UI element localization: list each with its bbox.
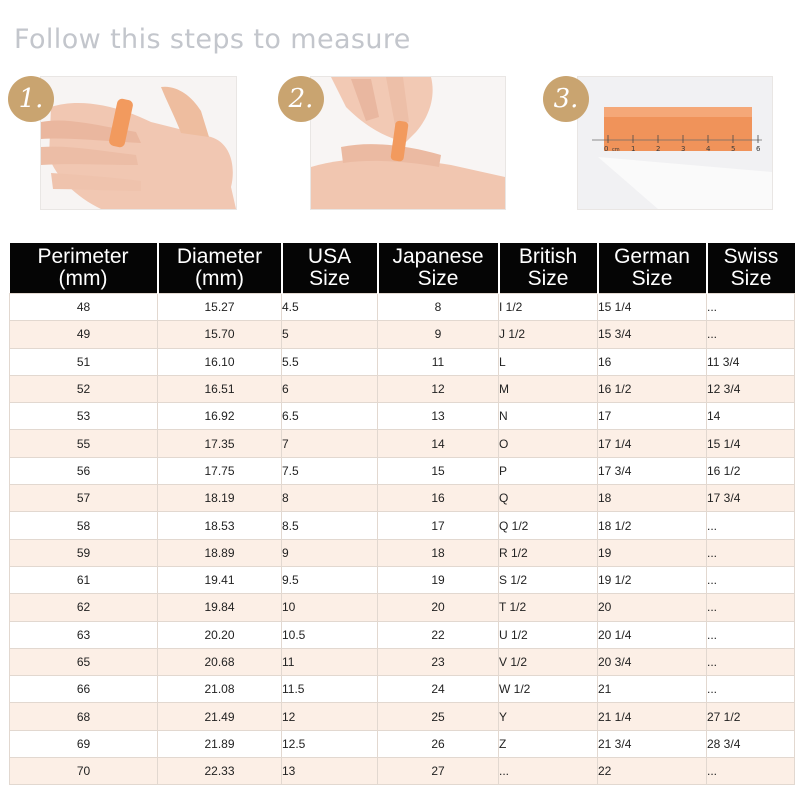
cell-perimeter: 65 [10,648,158,675]
cell-usa-size: 6.5 [282,403,378,430]
cell-perimeter: 53 [10,403,158,430]
cell-german-size: 21 1/4 [598,703,707,730]
cell-diameter: 21.08 [158,676,282,703]
ruler-label: 3 [681,145,686,153]
cell-british-size: ... [499,758,598,785]
cell-swiss-size: 14 [707,403,795,430]
cell-german-size: 19 1/2 [598,566,707,593]
cell-british-size: U 1/2 [499,621,598,648]
step-2-photo-frame [310,76,506,210]
step-3-photo-frame [577,76,773,210]
cell-swiss-size: 28 3/4 [707,730,795,757]
table-row [10,730,795,757]
cell-diameter: 16.92 [158,403,282,430]
cell-japanese-size: 27 [378,758,499,785]
column-header-usa-size: USA Size [282,243,378,294]
cell-usa-size: 10.5 [282,621,378,648]
cell-perimeter: 51 [10,348,158,375]
cell-diameter: 19.41 [158,566,282,593]
table-row [10,321,795,348]
table-header-row [10,243,795,294]
cell-german-size: 16 [598,348,707,375]
cell-swiss-size: ... [707,648,795,675]
cell-diameter: 16.10 [158,348,282,375]
cell-diameter: 15.70 [158,321,282,348]
table-row [10,457,795,484]
table-row [10,703,795,730]
table-row [10,594,795,621]
cell-german-size: 15 3/4 [598,321,707,348]
cell-perimeter: 57 [10,485,158,512]
cell-diameter: 22.33 [158,758,282,785]
cell-british-size: Q [499,485,598,512]
cell-swiss-size: 12 3/4 [707,375,795,402]
cell-diameter: 18.89 [158,539,282,566]
column-header-swiss-size: Swiss Size [707,243,795,294]
cell-japanese-size: 17 [378,512,499,539]
cell-usa-size: 11.5 [282,676,378,703]
ruler-label: 6 [756,145,761,153]
cell-japanese-size: 16 [378,485,499,512]
table-row [10,430,795,457]
table-row [10,294,795,321]
ruler-label: 1 [631,145,636,153]
strip-on-ruler-image [578,77,772,209]
cell-perimeter: 58 [10,512,158,539]
cell-diameter: 21.89 [158,730,282,757]
cell-usa-size: 8.5 [282,512,378,539]
cell-usa-size: 8 [282,485,378,512]
cell-swiss-size: 17 3/4 [707,485,795,512]
cell-diameter: 18.19 [158,485,282,512]
cell-german-size: 15 1/4 [598,294,707,321]
cell-usa-size: 13 [282,758,378,785]
cell-japanese-size: 11 [378,348,499,375]
cell-british-size: R 1/2 [499,539,598,566]
cell-british-size: N [499,403,598,430]
cell-diameter: 16.51 [158,375,282,402]
cell-diameter: 15.27 [158,294,282,321]
cell-swiss-size: 27 1/2 [707,703,795,730]
cell-german-size: 20 1/4 [598,621,707,648]
cell-british-size: Y [499,703,598,730]
cell-japanese-size: 22 [378,621,499,648]
cell-british-size: I 1/2 [499,294,598,321]
ruler-label: 4 [706,145,711,153]
step-1-photo-frame [40,76,237,210]
cell-japanese-size: 26 [378,730,499,757]
cell-japanese-size: 25 [378,703,499,730]
step-3 [543,74,773,210]
cell-british-size: W 1/2 [499,676,598,703]
column-header-diameter: Diameter (mm) [158,243,282,294]
column-header-japanese-size: Japanese Size [378,243,499,294]
cell-perimeter: 56 [10,457,158,484]
cell-german-size: 17 3/4 [598,457,707,484]
table-row [10,375,795,402]
cell-usa-size: 4.5 [282,294,378,321]
step-number-badge: 1. [8,76,54,122]
ruler-label: cm [612,147,620,153]
cell-german-size: 20 [598,594,707,621]
cell-swiss-size: 16 1/2 [707,457,795,484]
cell-usa-size: 7.5 [282,457,378,484]
ring-size-table [9,243,795,785]
ruler-label: 2 [656,145,661,153]
cell-usa-size: 9.5 [282,566,378,593]
cell-perimeter: 48 [10,294,158,321]
cell-usa-size: 12 [282,703,378,730]
table-row [10,648,795,675]
cell-perimeter: 49 [10,321,158,348]
cell-swiss-size: 15 1/4 [707,430,795,457]
cell-usa-size: 5.5 [282,348,378,375]
cell-british-size: M [499,375,598,402]
cell-british-size: T 1/2 [499,594,598,621]
table-row [10,676,795,703]
cell-perimeter: 55 [10,430,158,457]
step-number-badge: 3. [543,76,589,122]
cell-diameter: 20.68 [158,648,282,675]
cell-british-size: L [499,348,598,375]
cell-swiss-size: ... [707,512,795,539]
cell-perimeter: 52 [10,375,158,402]
cell-german-size: 20 3/4 [598,648,707,675]
cell-british-size: Z [499,730,598,757]
cell-usa-size: 9 [282,539,378,566]
cell-british-size: S 1/2 [499,566,598,593]
cell-british-size: P [499,457,598,484]
cell-diameter: 20.20 [158,621,282,648]
cell-japanese-size: 19 [378,566,499,593]
cell-japanese-size: 23 [378,648,499,675]
cell-german-size: 21 3/4 [598,730,707,757]
cell-perimeter: 70 [10,758,158,785]
step-1 [8,74,238,210]
step-number-badge: 2. [278,76,324,122]
cell-german-size: 17 1/4 [598,430,707,457]
cell-perimeter: 68 [10,703,158,730]
cell-swiss-size: ... [707,539,795,566]
cell-swiss-size: ... [707,566,795,593]
column-header-british-size: British Size [499,243,598,294]
cell-usa-size: 6 [282,375,378,402]
step-2 [278,74,508,210]
cell-diameter: 17.35 [158,430,282,457]
cell-usa-size: 11 [282,648,378,675]
cell-japanese-size: 24 [378,676,499,703]
cell-perimeter: 61 [10,566,158,593]
cell-usa-size: 5 [282,321,378,348]
cell-usa-size: 7 [282,430,378,457]
cell-swiss-size: ... [707,321,795,348]
table-row [10,621,795,648]
cell-japanese-size: 15 [378,457,499,484]
cell-perimeter: 63 [10,621,158,648]
cell-diameter: 18.53 [158,512,282,539]
cell-swiss-size: ... [707,594,795,621]
cell-usa-size: 10 [282,594,378,621]
cell-japanese-size: 18 [378,539,499,566]
table-row [10,539,795,566]
cell-japanese-size: 8 [378,294,499,321]
cell-diameter: 17.75 [158,457,282,484]
cell-german-size: 19 [598,539,707,566]
cell-british-size: J 1/2 [499,321,598,348]
page-heading: Follow this steps to measure [14,24,411,55]
cell-japanese-size: 13 [378,403,499,430]
cell-german-size: 16 1/2 [598,375,707,402]
wrap-strip-around-finger-image [41,77,236,209]
table-row [10,348,795,375]
table-row [10,485,795,512]
cell-swiss-size: ... [707,758,795,785]
cell-swiss-size: 11 3/4 [707,348,795,375]
cell-swiss-size: ... [707,676,795,703]
cell-german-size: 17 [598,403,707,430]
cell-diameter: 21.49 [158,703,282,730]
cell-perimeter: 62 [10,594,158,621]
cell-usa-size: 12.5 [282,730,378,757]
table-row [10,566,795,593]
column-header-perimeter: Perimeter (mm) [10,243,158,294]
cell-british-size: O [499,430,598,457]
cell-japanese-size: 12 [378,375,499,402]
cell-british-size: V 1/2 [499,648,598,675]
cell-perimeter: 59 [10,539,158,566]
ruler-label: 5 [731,145,736,153]
cell-german-size: 18 [598,485,707,512]
cell-german-size: 18 1/2 [598,512,707,539]
table-body [10,294,795,785]
ruler-label: 0 [604,145,609,153]
cell-german-size: 21 [598,676,707,703]
cell-perimeter: 66 [10,676,158,703]
table-row [10,403,795,430]
cell-swiss-size: ... [707,294,795,321]
cell-diameter: 19.84 [158,594,282,621]
table-row [10,512,795,539]
mark-strip-on-finger-image [311,77,505,209]
cell-german-size: 22 [598,758,707,785]
cell-japanese-size: 9 [378,321,499,348]
cell-british-size: Q 1/2 [499,512,598,539]
table-row [10,758,795,785]
column-header-german-size: German Size [598,243,707,294]
cell-japanese-size: 20 [378,594,499,621]
cell-japanese-size: 14 [378,430,499,457]
cell-swiss-size: ... [707,621,795,648]
cell-perimeter: 69 [10,730,158,757]
